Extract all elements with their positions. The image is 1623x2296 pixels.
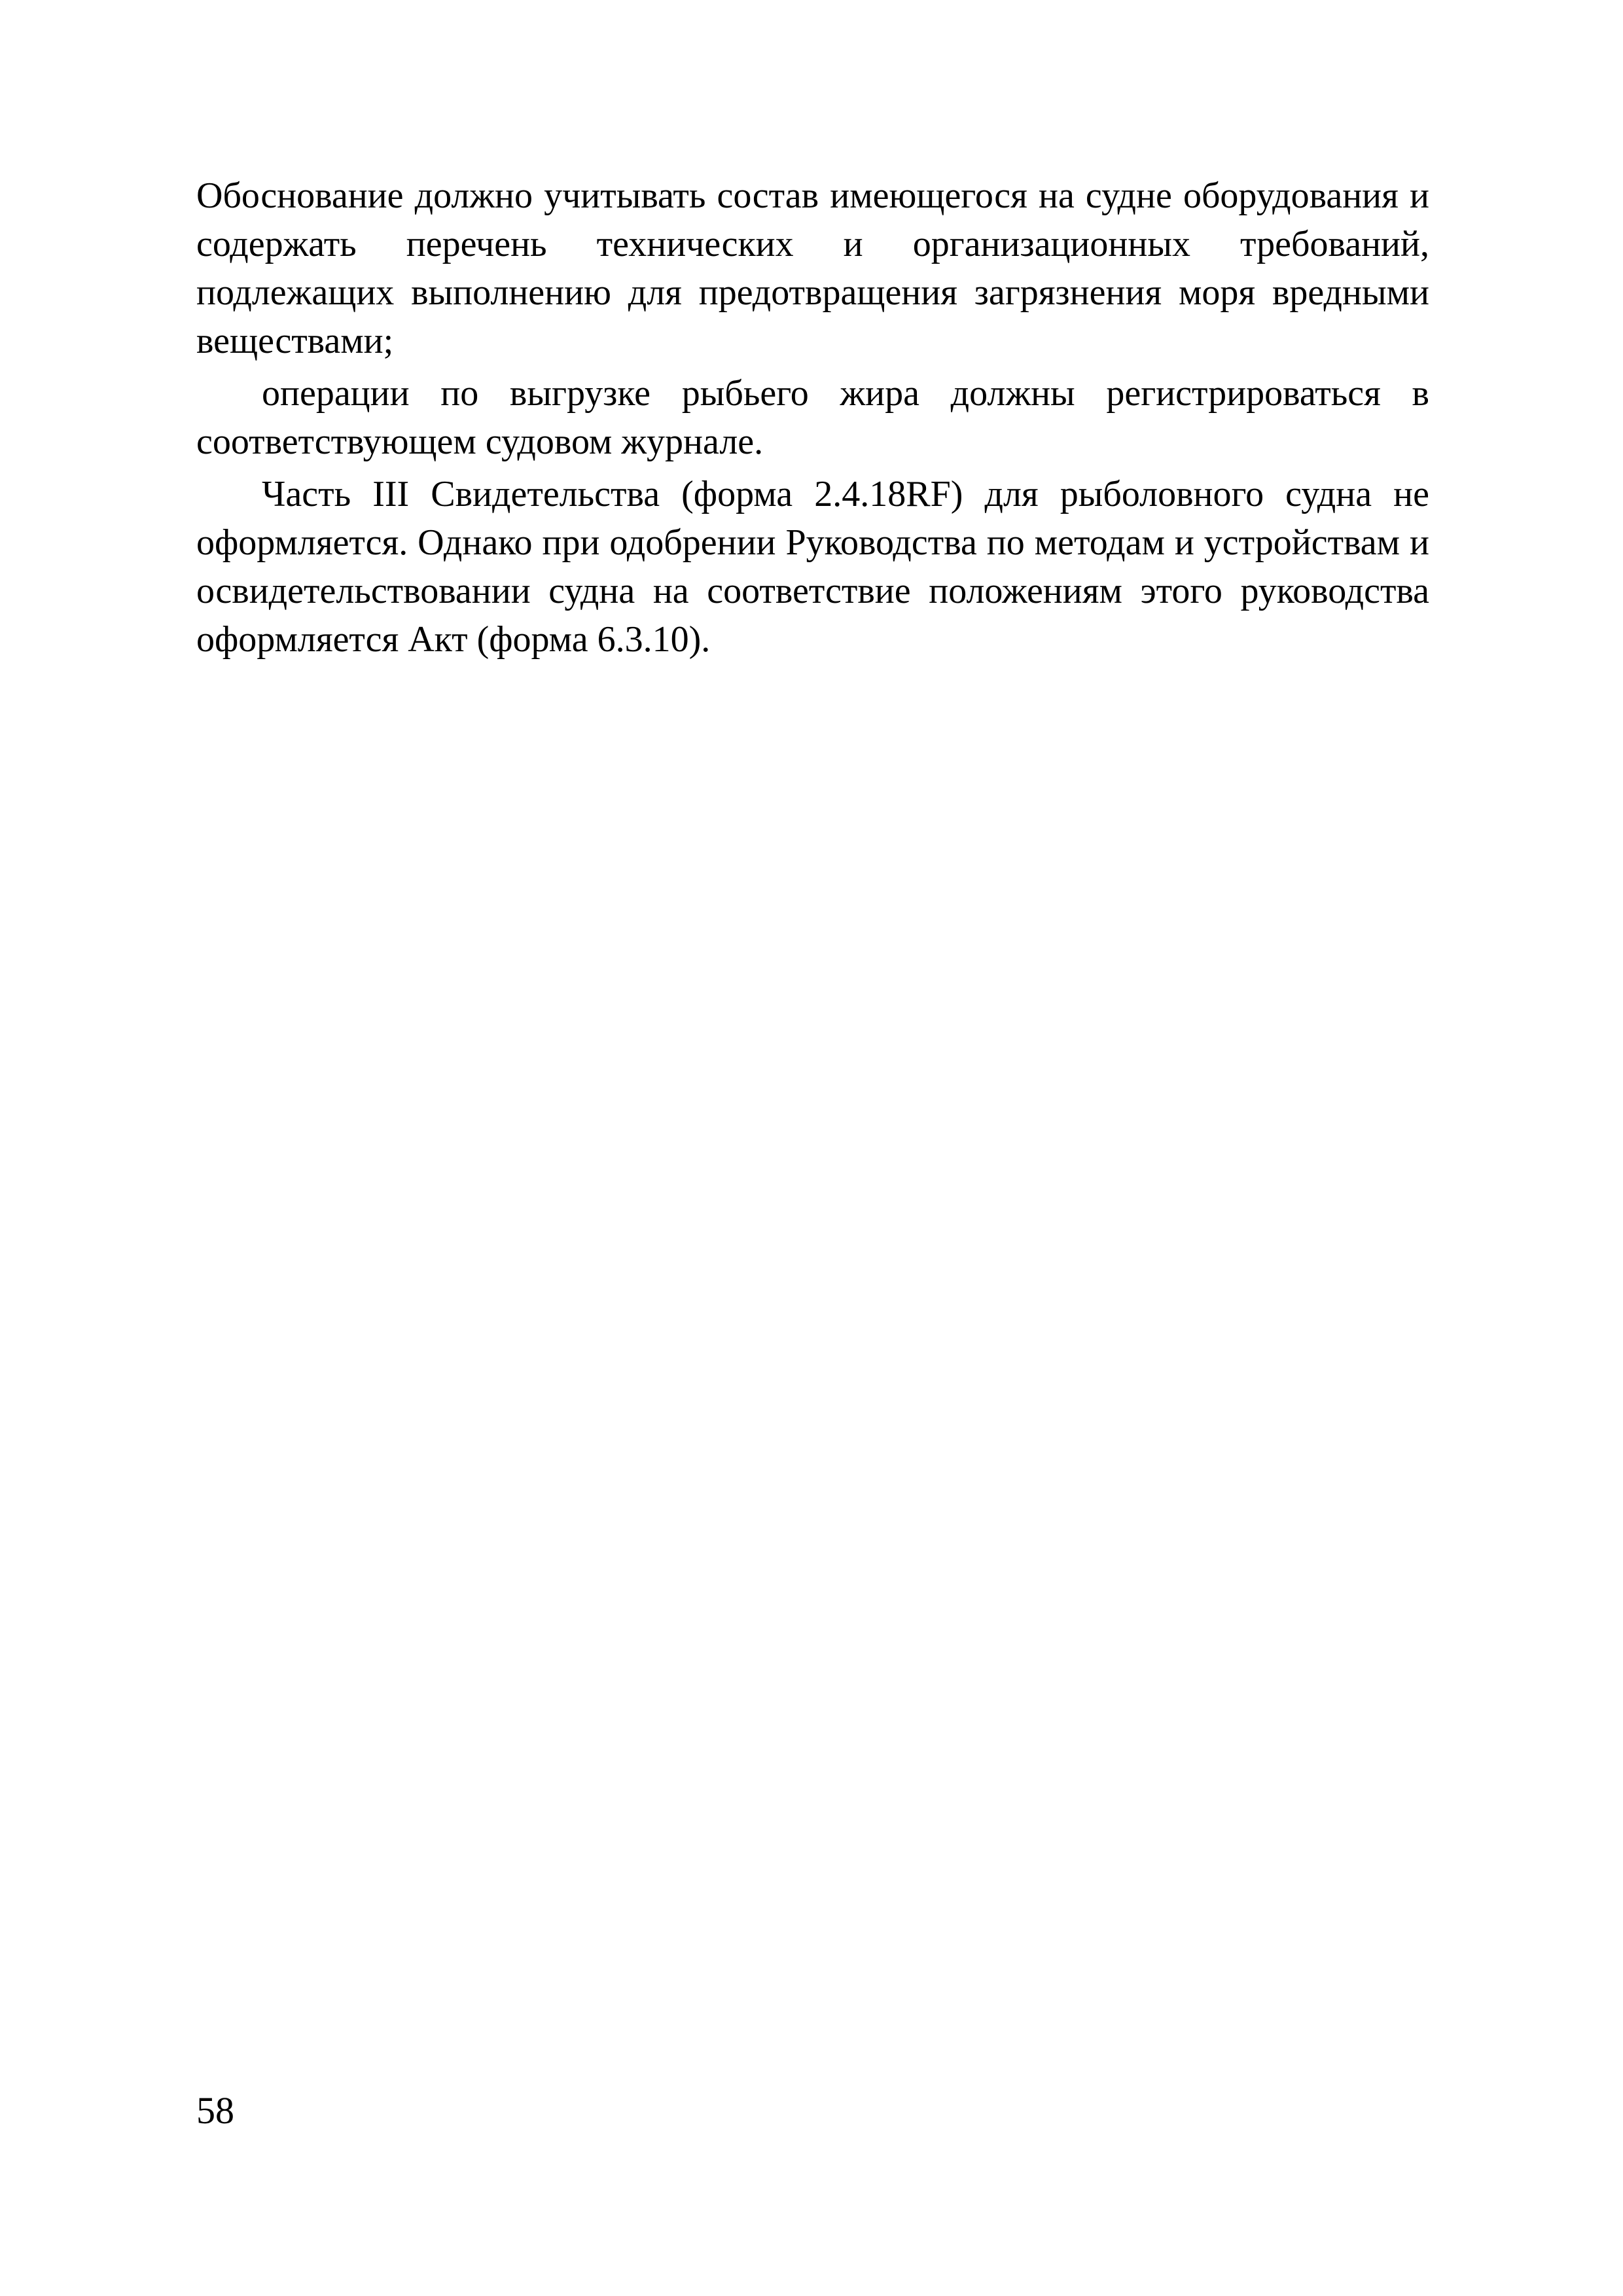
body-text <box>196 171 1429 668</box>
paragraph-certificate-part-three: Часть III Свидетельства (форма 2.4.18RF) для рыболовного судна не оформляется. Однако при одобрении Руководства по методам и устройствам и освидетельствовании судна на соответствие положениям этого руководства оформляется Акт (форма 6.3.10). <box>196 474 1429 660</box>
page-number: 58 <box>196 2089 234 2132</box>
paragraph-justification: Обоснование должно учитывать состав имеющегося на судне оборудования и содержать перечень технических и организационных требований, подлежащих выполнению для предотвращения загрязнения моря вредными веществами; <box>196 175 1429 361</box>
paragraph-fish-oil-operations: операции по выгрузке рыбьего жира должны регистрироваться в соответствующем судовом журнале. <box>196 373 1429 462</box>
